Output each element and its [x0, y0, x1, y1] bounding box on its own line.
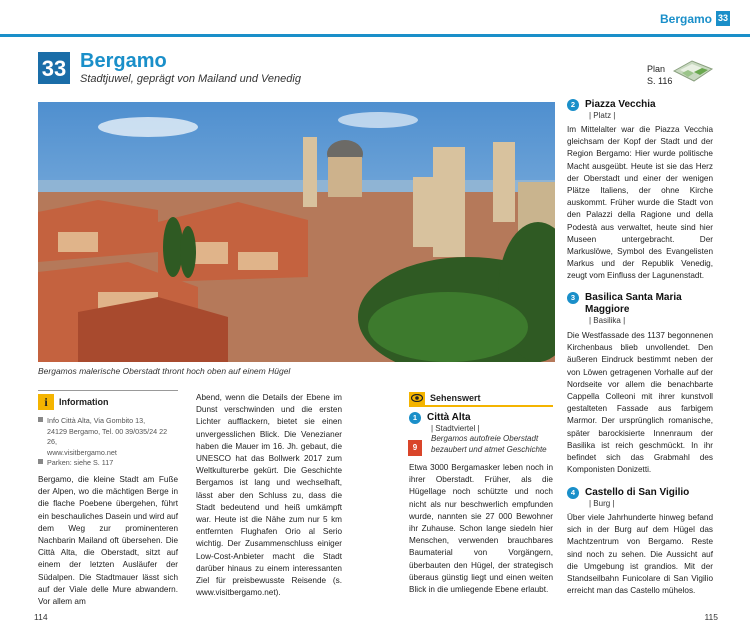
info-details — [38, 416, 178, 469]
sight-name: Basilica Santa Maria Maggiore — [585, 292, 682, 315]
sight-text: Über viele Jahrhunderte hinweg befand sich in der Burg auf dem Hügel das Machtzentrum von Bergamo. Reste sind noch zu sehen. Die Aussicht auf die Umgebung ist grandios. Mit der Standseilbahn Funicolare di San Vigilio erreicht man das Castello mühelos. — [567, 513, 713, 596]
sight-text: Im Mittelalter war die Piazza Vecchia gleichsam der Kopf der Stadt und der Region Bergamo: Hier wurde politische Macht ausgeübt. Heute ist sie das Herz der Oberstadt und einer der wenigen Plätze Italiens, der ohne Kirche auskommt. Früher wurde die Stadt von den Palazzi della Ragione und della Podestà aus verwaltet, heute sind hier Museen untergebracht. Der Markuslöwe, Symbol des Evangelisten Markus und der Republik Venedig, zeugt vom Einfluss der Lagunenstadt. — [567, 125, 713, 281]
info-header — [38, 390, 178, 410]
info-icon: i — [38, 394, 54, 410]
info-title: Information — [59, 396, 109, 407]
sight-entry — [409, 412, 555, 455]
sight-category: | Stadtviertel | — [431, 424, 480, 433]
info-line: Parken: siehe S. 117 — [47, 458, 114, 467]
plan-page: S. 116 — [647, 76, 673, 86]
sight-number: 1 — [409, 412, 421, 424]
sight-category: | Burg | — [589, 499, 615, 508]
sight-entry — [567, 487, 713, 508]
sight-entry — [567, 292, 713, 325]
sights-header — [409, 391, 553, 407]
intro-text: Bergamo, die kleine Stadt am Fuße der Alpen, wo die mächtigen Berge in die flache Poebene übergehen, führt ein beschauliches Dasein und wird auf dem Weg zur prominenteren Nachbarin Mailand oft übersehen. Die Città Alta, die Oberstadt, sitzt auf einem der letzten Ausläufer der Südalpen. Die Stadtmauer lässt sich auf der Viale delle Mure abwandern. Vor allem am — [38, 475, 178, 607]
plan-reference — [647, 63, 672, 87]
sight-name: Città Alta — [427, 412, 471, 423]
sight-name: Castello di San Vigilio — [585, 487, 690, 498]
bullet-icon — [38, 417, 43, 422]
intro-text-continued: Abend, wenn die Details der Ebene im Dunst verschwinden und die ersten Lichter aufflackern, bietet sie einen unvergesslichen Blick. Die Venezianer haben die Mauer im 16. Jh. gebaut, die UNESCO hat das Bollwerk 2017 zum Weltkulturerbe gekürt. Die Geschichte Bergamos ist lang und wechselhaft, lässt aber den Schluss zu, dass die Stadt bedeutend und heiß umkämpft war. Heute ist die Nähe zum nur 5 km entfernten Flughafen Orio al Serio wichtig. Der Zusammenschluss einiger Low-Cost-Anbieter macht die Stadt darüber hinaus zu einem interessanten Ziel für preisbewusste Reisende (s. www.visitbergamo.net). — [196, 393, 342, 598]
page-number-left: 114 — [34, 612, 48, 622]
sight-number: 3 — [567, 292, 579, 304]
running-header-badge: 33 — [716, 11, 730, 26]
sight-name: Piazza Vecchia — [585, 99, 656, 110]
chapter-number: 33 — [38, 52, 70, 84]
page-number-right: 115 — [704, 612, 718, 622]
info-box — [38, 390, 178, 469]
eye-icon — [409, 392, 425, 405]
chapter-title: Bergamo — [80, 50, 167, 72]
sight-text: Etwa 3000 Bergamasker leben noch in ihrer Oberstadt. Früher, als die Hügellage noch schützte und noch nicht als nur beschwerlich empfunden wurde, nannten sie 27 000 Bewohner ihr Zuhause. Schon lange siedeln hier Menschen, verwenden brauchbares Baumaterial von Vorgängern, überbauten den Hügel, der strategisch überaus günstig liegt und einen weiten Blick in die umliegende Ebene erlaubt. — [409, 463, 553, 595]
bullet-icon — [38, 459, 43, 464]
plan-label: Plan — [647, 64, 666, 74]
highlight-badge: 9 — [408, 440, 422, 456]
sight-text: Die Westfassade des 1137 begonnenen Kirchenbaus blieb unvollendet. Den äußeren Eindruck bestimmt neben der von Löwen getragenen Vorhalle auf der Nordseite vor allem die benachbarte Cappella Colleoni mit ihrer kunstvoll gestalteten Fassade aus farbigem Marmor. Der ursprünglich romanische, später barockisierte Innenraum der Basilika ist reich geschmückt. In ihr befindet sich das Grabmahl des Komponisten Donizetti. — [567, 331, 713, 475]
sight-number: 2 — [567, 99, 579, 111]
sights-title: Sehenswert — [430, 393, 481, 403]
running-header: Bergamo — [659, 12, 712, 26]
sight-category: | Platz | — [589, 111, 616, 120]
info-link[interactable]: www.visitbergamo.net — [47, 447, 117, 457]
city-photo — [38, 102, 555, 362]
top-rule — [0, 34, 750, 37]
chapter-subtitle: Stadtjuwel, geprägt von Mailand und Venedig — [80, 73, 301, 85]
info-line: Info Città Alta, Via Gombito 13, — [47, 416, 146, 425]
sight-number: 4 — [567, 487, 579, 499]
map-icon — [672, 55, 714, 85]
photo-caption: Bergamos malerische Oberstadt thront hoch oben auf einem Hügel — [38, 366, 291, 376]
info-line: 24129 Bergamo, Tel. 00 39/035/24 22 26, — [47, 426, 168, 446]
sight-entry — [567, 99, 713, 120]
sight-category: | Basilika | — [589, 316, 626, 325]
sight-note: Bergamos autofreie Oberstadt bezaubert und atmet Geschichte — [431, 434, 547, 454]
